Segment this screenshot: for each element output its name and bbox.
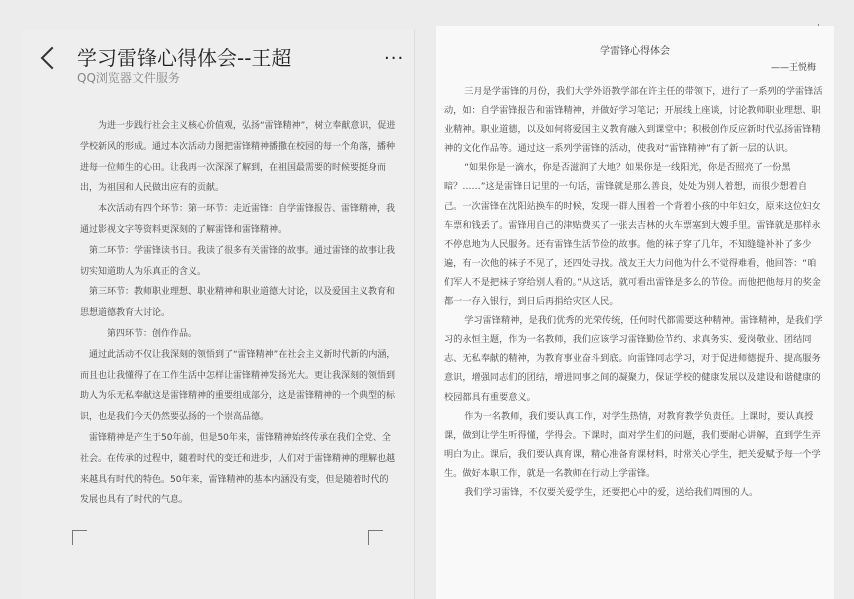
right-paragraph: 作为一名教师，我们要认真工作，对学生热情，对教育教学负责任。上课时，要认真授课，做到让学生听得懂，学得会。下课时，面对学生们的问题，我们要耐心讲解，直到学生弄明白为止。课后，我们要认真育课，精心准备育课材料，时常关心学生，把关爱赋予每一个学生。做好本职工作，就是一名教师在行动上学雷锋。 bbox=[444, 410, 821, 479]
document-source: QQ浏览器文件服务 bbox=[77, 71, 180, 85]
left-paragraph: 为进一步践行社会主义核心价值观，弘扬“雷锋精神”，树立奉献意识，促进学校新风的形成。通过本次活动力图把雷锋精神播撒在校园的每一个角落，播种进每一位师生的心田。让我再一次深深了解到，在祖国最需要的时候要挺身而出，为祖国和人民做出应有的贡献。 bbox=[80, 121, 396, 194]
left-paragraph: 第四环节：创作作品。 bbox=[107, 328, 198, 339]
right-document-body bbox=[444, 82, 824, 502]
left-paragraph: 本次活动有四个环节：第一环节：走近雷锋：自学雷锋报告、雷锋精神，我通过影视文字等资料更深刻的了解雷锋和雷锋精神。 bbox=[80, 204, 396, 235]
left-paragraph: 雷锋精神是产生于50年前，但是50年来，雷锋精神始终传承在我们全党、全社会。在传承的过程中，随着时代的变迁和进步，人们对于雷锋精神的理解也越来越具有时代的特色。50年来，雷锋精神的基本内涵没有变，但是随着时代的发展也具有了时代的气息。 bbox=[80, 432, 396, 506]
right-paragraph: 学习雷锋精神，是我们优秀的光荣传统，任何时代都需要这种精神。雷锋精神，是我们学习的永恒主题，作为一名教师，我们应该学习雷锋勤俭节约、求真务实、爱岗敬业、团结同志、无私奉献的精神，为教育事业奋斗到底。向雷锋同志学习，对于促进师德提升、提高服务意识，增强同志们的团结，增进同事之间的凝聚力，保证学校的健康发展以及建设和谐健康的校园都具有重要意义。 bbox=[444, 315, 823, 403]
left-paragraph: 第二环节：学雷锋读书日。我读了很多有关雷锋的故事。通过雷锋的故事让我切实知道助人为乐真正的含义。 bbox=[80, 245, 396, 277]
left-document-viewer bbox=[22, 30, 415, 599]
right-document-title: 学雷锋心得体会 bbox=[600, 46, 670, 57]
left-paragraph: 通过此活动不仅让我深刻的领悟到了“雷锋精神”在社会主义新时代新的内涵，而且也让我懂得了在工作生活中怎样让雷锋精神发扬光大。更让我深刻的领悟到助人为乐无私奉献这是雷锋精神的重要组成部分，这是雷锋精神的一个典型的标识，也是我们今天仍然要弘扬的一个崇高品德。 bbox=[80, 349, 396, 423]
more-options-icon[interactable]: ··· bbox=[384, 48, 405, 69]
left-document-body bbox=[80, 116, 396, 511]
right-document-author: ——王悦梅 bbox=[770, 63, 816, 73]
viewer-header bbox=[22, 30, 414, 90]
page-corner-mark bbox=[368, 530, 383, 545]
back-arrow-icon[interactable] bbox=[41, 47, 64, 70]
right-document-page bbox=[436, 26, 834, 599]
document-title: 学习雷锋心得体会--王超 bbox=[77, 46, 292, 70]
right-paragraph: 三月是学雷锋的月份，我们大学外语教学部在许主任的带领下，进行了一系列的学雷锋活动，如：自学雷锋报告和雷锋精神，并做好学习笔记；开展线上座谈，讨论教师职业理想、职业精神。职业道德，以及如何将爱国主义教育融入到课堂中；积极创作反应新时代弘扬雷锋精神的文化作品等。通过这一系列学雷锋的活动，使我对“雷锋精神”有了新一层的认识。 bbox=[444, 86, 823, 155]
left-paragraph: 第三环节：教师职业理想、职业精神和职业道德大讨论，以及爱国主义教育和思想道德教育大讨论。 bbox=[80, 287, 396, 319]
page-corner-mark bbox=[72, 530, 87, 545]
right-paragraph: 我们学习雷锋，不仅要关爱学生，还要把心中的爱，送给我们周围的人。 bbox=[464, 486, 759, 498]
right-paragraph: “如果你是一滴水，你是否滋润了大地？如果你是一线阳光，你是否照亮了一份黑暗？……”这是雷锋日记里的一句话，雷锋就是那么善良，处处为别人着想，而很少想着自己。一次雷锋在沈阳站换车的时候，发现一群人围着一个背着小孩的中年妇女，原来这位妇女车票和钱丢了。雷锋用自己的津贴费买了一张去吉林的火车票塞到大嫂手里。雷锋就是那样永不停息地为人民服务。还有雷锋生活节俭的故事。他的袜子穿了几年，不知缝缝补补了多少遍，有一次他的袜子不见了，还四处寻找。战友王大力问他为什么不觉得难看，他回答：“咱们军人不是把袜子穿给别人看的。”从这话，就可看出雷锋是多么的节俭。而他把他每月的奖金都一一存入银行，到日后再捐给灾区人民。 bbox=[444, 162, 821, 308]
